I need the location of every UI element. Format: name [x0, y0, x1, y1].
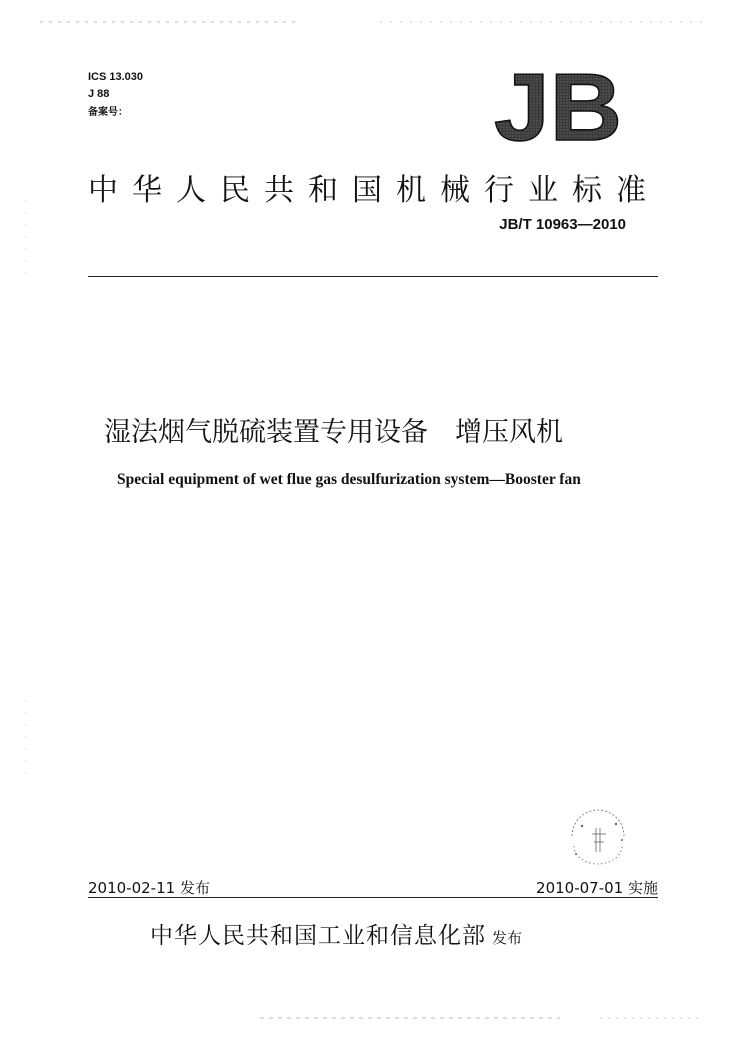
classification-code: J 88: [88, 88, 110, 100]
official-seal-stamp: [562, 806, 634, 866]
document-title-english: Special equipment of wet flue gas desulfurization system—Booster fan: [117, 471, 581, 488]
standard-category-title: 中华人民共和国机械行业标准: [88, 173, 660, 208]
header-divider: [88, 276, 658, 277]
issuing-authority: [150, 917, 522, 950]
jb-logo: [494, 60, 624, 146]
footer-divider: [88, 897, 658, 898]
svg-text:JB: JB: [494, 60, 622, 146]
filing-number-label: 备案号：: [88, 107, 128, 118]
issue-date: 2010-02-11 发布: [88, 879, 210, 897]
implementation-date: 2010-07-01 实施: [536, 879, 658, 897]
standard-number: JB/T 10963—2010: [499, 216, 626, 233]
document-title-chinese: 湿法烟气脱硫装置专用设备 增压风机: [104, 417, 563, 448]
ics-code: ICS 13.030: [88, 71, 144, 83]
issuer-suffix: 发布: [492, 929, 523, 947]
issuer-name: 中华人民共和国工业和信息化部: [150, 923, 486, 949]
